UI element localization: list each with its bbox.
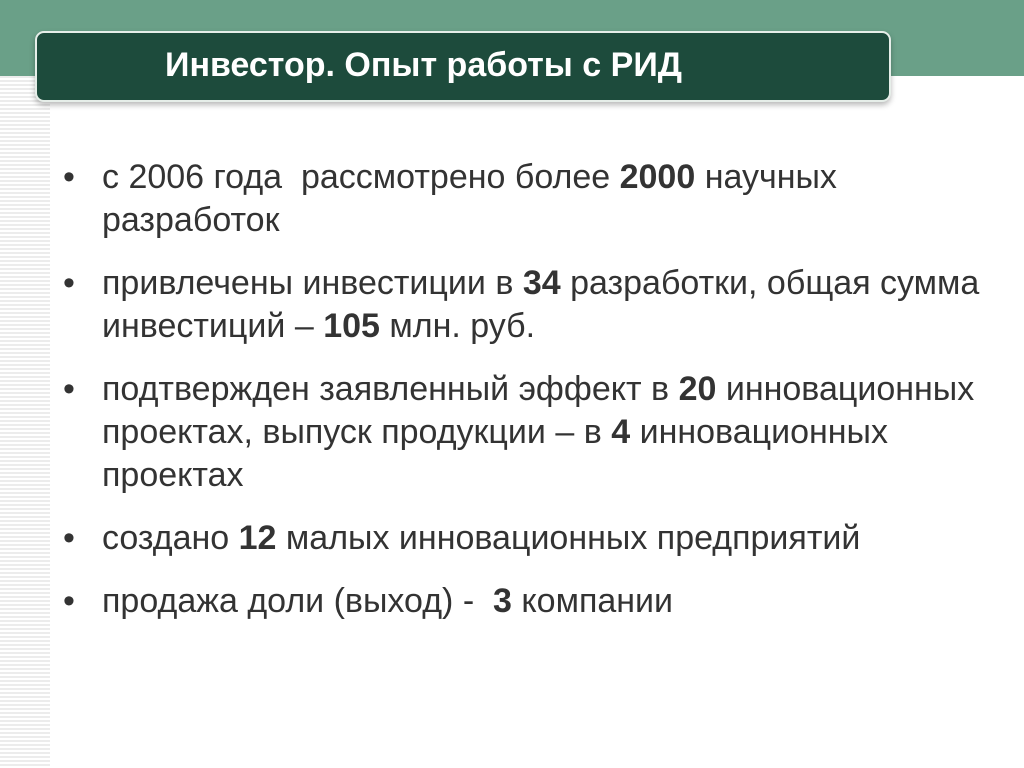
bullet-text-part: научных разработок xyxy=(102,158,847,239)
bullet-number: 105 xyxy=(323,307,380,345)
bullet-text-part: инновационных проектах, выпуск продукции – в xyxy=(102,370,984,451)
slide-title: Инвестор. Опыт работы с РИД xyxy=(165,46,682,84)
bullet-item xyxy=(63,517,983,560)
bullet-marker: • xyxy=(63,370,75,408)
bullet-number: 3 xyxy=(493,582,512,620)
left-striped-margin xyxy=(0,76,50,768)
bullet-number: 2000 xyxy=(619,158,696,196)
bullet-text-part: инновационных проектах xyxy=(102,413,898,494)
title-bar xyxy=(35,31,891,102)
bullet-marker: • xyxy=(63,264,75,302)
bullet-text-part: продажа доли (выход) - xyxy=(102,582,494,620)
bullet-text-part: малых инновационных предприятий xyxy=(276,519,861,557)
bullet-marker: • xyxy=(63,519,75,557)
bullet-text-part: компании xyxy=(511,582,674,620)
bullet-number: 12 xyxy=(238,519,277,557)
bullet-list xyxy=(63,156,989,623)
bullet-text-part: подтвержден заявленный эффект в xyxy=(102,370,679,408)
bullet-text xyxy=(102,156,983,242)
bullet-item xyxy=(63,262,989,348)
bullet-number: 34 xyxy=(522,264,561,302)
bullet-text-part: млн. руб. xyxy=(379,307,536,345)
bullet-number: 4 xyxy=(611,413,631,451)
bullet-text-part: разработки, общая сумма инвестиций – xyxy=(102,264,989,345)
bullet-text xyxy=(102,262,989,348)
bullet-text xyxy=(102,517,983,560)
bullet-text xyxy=(102,580,983,623)
bullet-marker: • xyxy=(63,158,75,196)
bullet-number: 20 xyxy=(678,370,717,408)
bullet-text-part: создано xyxy=(102,519,239,557)
bullet-text-part: привлечены инвестиции в xyxy=(102,264,523,302)
bullet-item xyxy=(63,368,983,497)
bullet-text xyxy=(102,368,983,497)
bullet-text-part: с 2006 года рассмотрено более xyxy=(102,158,620,196)
bullet-item xyxy=(63,156,983,242)
bullet-marker: • xyxy=(63,582,75,620)
bullet-item xyxy=(63,580,983,623)
